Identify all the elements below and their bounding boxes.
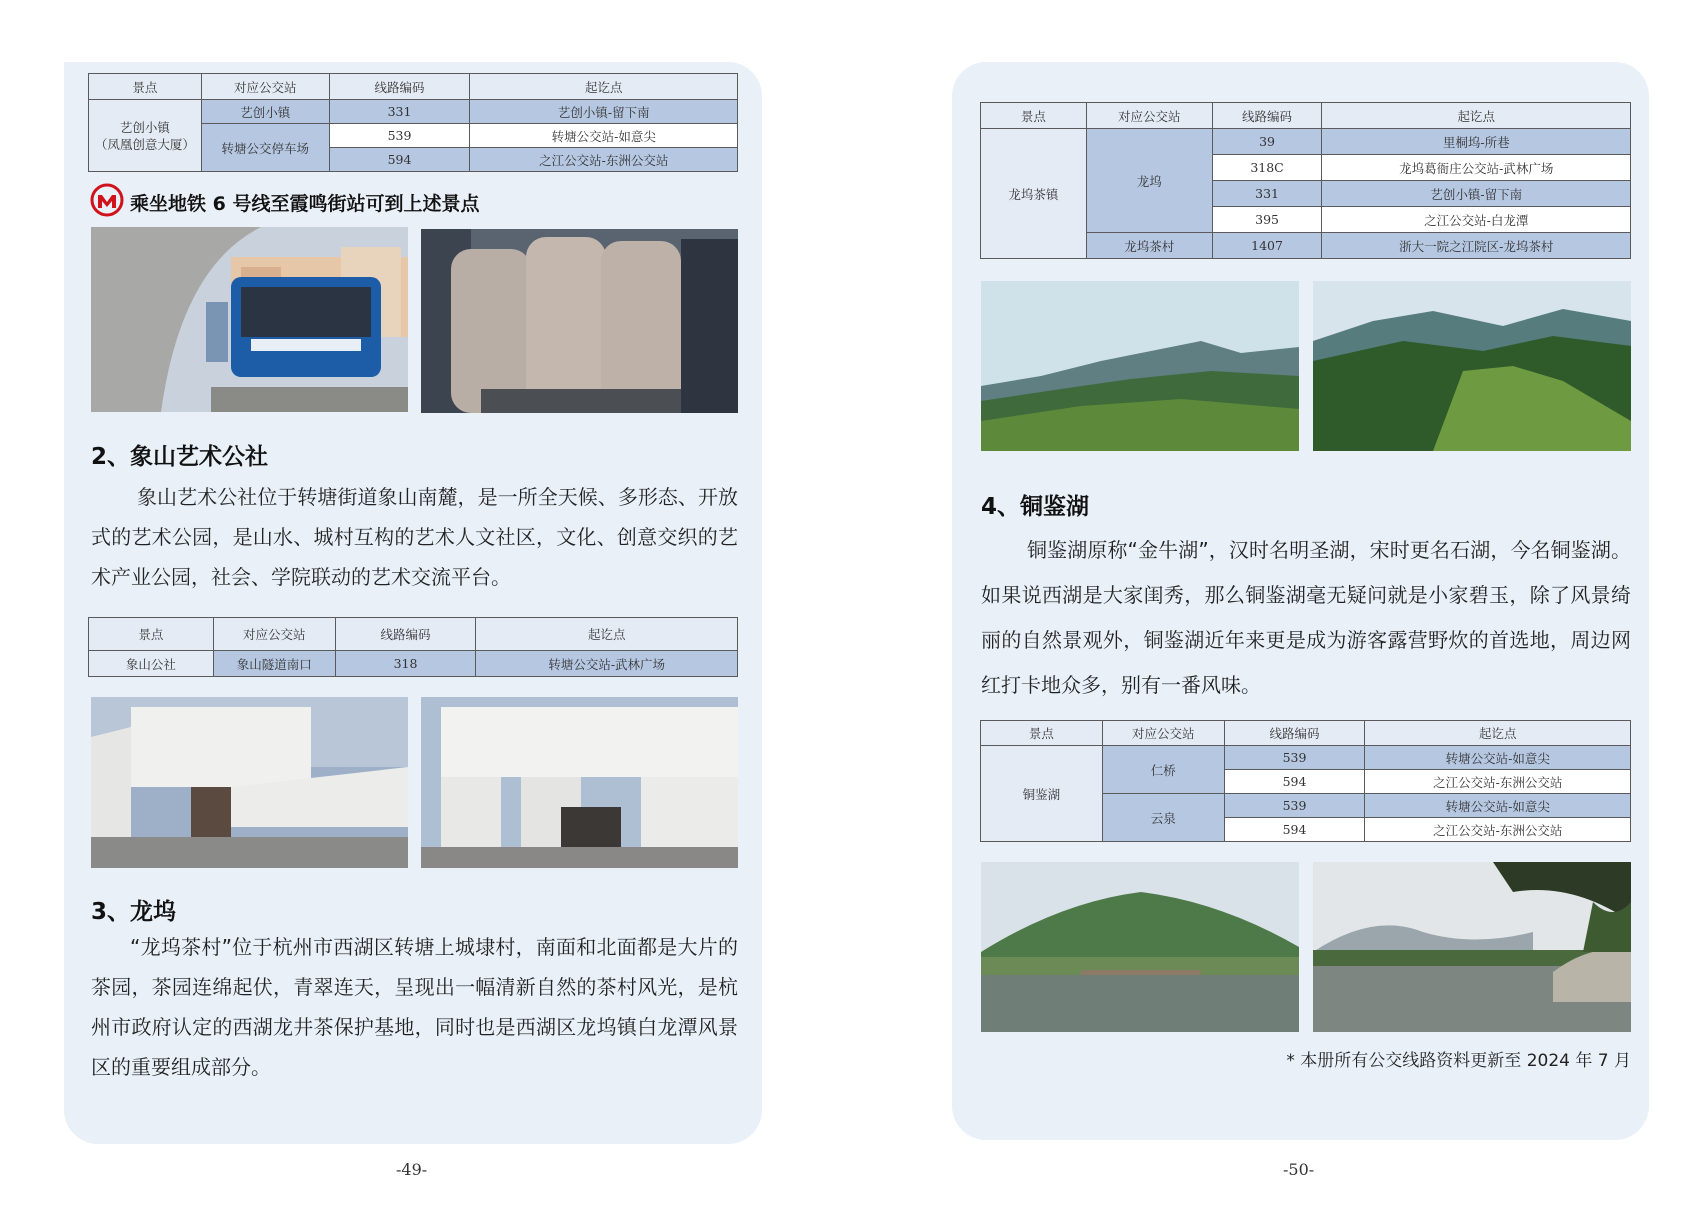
route-endpoints-cell: 转塘公交站-如意尖 [1365,794,1631,818]
section-paragraph-tongjianhu: 铜鉴湖原称“金牛湖”，汉时名明圣湖，宋时更名石湖，今名铜鉴湖。如果说西湖是大家闺秀，那么铜鉴湖毫无疑问就是小家碧玉，除了风景绮丽的自然景观外，铜鉴湖近年来更是成为游客露营野炊的首选地，周边网红打卡地众多，别有一番风味。 [981,538,1631,697]
route-endpoints-cell: 转塘公交站-武林广场 [476,651,738,677]
stop-cell: 转塘公交停车场 [201,124,329,172]
route-code-cell: 539 [1224,746,1365,770]
stop-cell: 仁桥 [1102,746,1224,794]
table-header: 起讫点 [476,618,738,651]
table-header: 线路编码 [1224,721,1365,746]
route-code-cell: 594 [329,148,470,172]
bus-table-yichuang [88,73,738,172]
metro-note-text: 乘坐地铁 6 号线至霞鸣街站可到上述景点 [130,192,480,215]
metro-note [90,183,479,221]
bus-table-xiangshan [88,617,738,677]
metro-logo-icon [90,183,124,221]
section-heading-xiangshan: 2、象山艺术公社 [91,444,269,470]
photo-bus-station [91,227,408,412]
photo-art-commune-1 [91,697,408,868]
route-endpoints-cell: 之江公交站-东洲公交站 [470,148,738,172]
table-header: 景点 [981,721,1103,746]
page-number-left: -49- [396,1160,428,1179]
route-code-cell: 395 [1212,207,1322,233]
spot-name: 艺创小镇 [119,119,170,135]
route-endpoints-cell: 艺创小镇-留下南 [470,100,738,124]
photo-tea-hills-2 [1313,281,1631,451]
table-header: 对应公交站 [213,618,335,651]
route-code-cell: 318C [1212,155,1322,181]
stop-cell: 龙坞 [1086,129,1212,233]
stop-cell: 象山隧道南口 [213,651,335,677]
bus-table-longwu [980,102,1631,259]
route-code-cell: 539 [329,124,470,148]
section-paragraph-xiangshan: 象山艺术公社位于转塘街道象山南麓，是一所全天候、多形态、开放式的艺术公园，是山水、城村互构的艺术人文社区，文化、创意交织的艺术产业公园，社会、学院联动的艺术交流平台。 [91,485,738,589]
route-code-cell: 39 [1212,129,1322,155]
table-header: 对应公交站 [1102,721,1224,746]
photo-tea-hills-1 [981,281,1299,451]
table-header: 对应公交站 [201,74,329,100]
photo-art-commune-2 [421,697,738,868]
spot-subname: （凤凰创意大厦） [94,136,195,152]
route-endpoints-cell: 之江公交站-东洲公交站 [1365,818,1631,842]
route-endpoints-cell: 龙坞葛衙庄公交站-武林广场 [1322,155,1631,181]
route-endpoints-cell: 转塘公交站-如意尖 [470,124,738,148]
route-code-cell: 1407 [1212,233,1322,259]
route-code-cell: 331 [1212,181,1322,207]
route-code-cell: 594 [1224,818,1365,842]
footnote: * 本册所有公交线路资料更新至 2024 年 7 月 [1286,1051,1631,1071]
photo-lake-1 [981,862,1299,1032]
table-header: 对应公交站 [1086,103,1212,129]
page-number-right: -50- [1283,1160,1315,1179]
table-header: 景点 [981,103,1087,129]
table-header: 线路编码 [335,618,476,651]
stop-cell: 龙坞茶村 [1086,233,1212,259]
route-code-cell: 539 [1224,794,1365,818]
route-code-cell: 594 [1224,770,1365,794]
spot-cell: 铜鉴湖 [981,746,1103,842]
route-endpoints-cell: 之江公交站-东洲公交站 [1365,770,1631,794]
stop-cell: 艺创小镇 [201,100,329,124]
route-endpoints-cell: 里桐坞-所巷 [1322,129,1631,155]
route-endpoints-cell: 转塘公交站-如意尖 [1365,746,1631,770]
section-heading-longwu: 3、龙坞 [91,899,177,925]
route-endpoints-cell: 之江公交站-白龙潭 [1322,207,1631,233]
table-header: 景点 [89,74,202,100]
route-code-cell: 318 [335,651,476,677]
spot-cell: 象山公社 [89,651,214,677]
table-header: 起讫点 [470,74,738,100]
bus-table-tongjianhu [980,720,1631,842]
spot-cell: 龙坞茶镇 [981,129,1087,259]
section-paragraph-longwu: “龙坞茶村”位于杭州市西湖区转塘上城埭村，南面和北面都是大片的茶园，茶园连绵起伏，青翠连天，呈现出一幅清新自然的茶村风光，是杭州市政府认定的西湖龙井茶保护基地，同时也是西湖区龙坞镇白龙潭风景区的重要组成部分。 [91,935,738,1079]
route-code-cell: 331 [329,100,470,124]
photo-lake-2 [1313,862,1631,1032]
table-header: 线路编码 [329,74,470,100]
section-heading-tongjianhu: 4、铜鉴湖 [981,494,1090,520]
table-header: 景点 [89,618,214,651]
table-header: 线路编码 [1212,103,1322,129]
table-header: 起讫点 [1365,721,1631,746]
photo-silos-building [421,229,738,413]
route-endpoints-cell: 浙大一院之江院区-龙坞茶村 [1322,233,1631,259]
route-endpoints-cell: 艺创小镇-留下南 [1322,181,1631,207]
stop-cell: 云泉 [1102,794,1224,842]
table-header: 起讫点 [1322,103,1631,129]
spot-cell [89,100,202,172]
